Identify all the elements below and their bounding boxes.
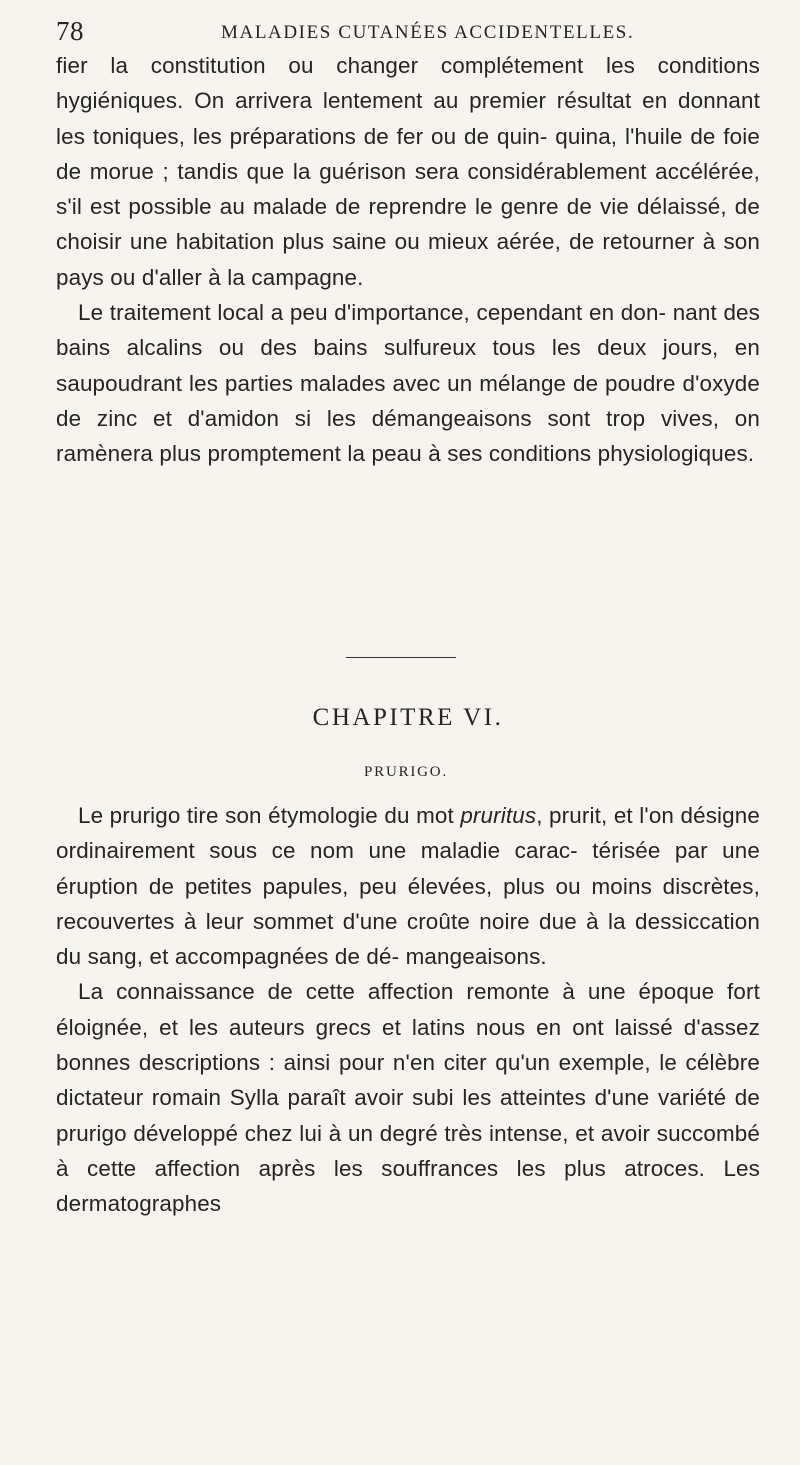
etymology-text-start: Le prurigo tire son étymologie du mot <box>78 803 461 828</box>
etymology-text-end: , prurit, et l'on désigne ordinairement sous ce nom une maladie carac- térisée par une éruption de petites papules, peu élevées, plus ou moins discrètes, recouvertes à leur sommet d'une croûte noire due à la dessiccation du sang, et accompagnées de dé- mangeaisons. <box>56 803 760 970</box>
paragraph-etymology <box>56 798 760 974</box>
running-head-title: MALADIES CUTANÉES ACCIDENTELLES. <box>221 22 635 43</box>
paragraph-local-treatment: Le traitement local a peu d'importance, cependant en don- nant des bains alcalins ou des bains sulfureux tous les deux jours, en saupoudrant les parties malades avec un mélange de poudre d'oxyde de zinc et d'amidon si les démangeaisons sont trop vives, on ramènera plus promptement la peau à ses conditions physiologiques. <box>56 300 760 467</box>
page-number: 78 <box>56 16 84 46</box>
body-text-bottom <box>56 798 760 1222</box>
paragraph-continued: fier la constitution ou changer complétement les conditions hygiéniques. On arrivera lentement au premier résultat en donnant les toniques, les préparations de fer ou de quin- quina, l'huile de foie de morue ; tandis que la guérison sera considérablement accélérée, s'il est possible au malade de reprendre le genre de vie délaissé, de choisir une habitation plus saine ou mieux aérée, de retourner à son pays ou d'aller à la campagne. <box>56 53 760 290</box>
chapter-heading: CHAPITRE VI. <box>312 704 504 731</box>
section-divider <box>346 657 456 658</box>
chapter-subtitle: PRURIGO. <box>364 764 448 780</box>
paragraph-history: La connaissance de cette affection remonte à une époque fort éloignée, et les auteurs grecs et latins nous en ont laissé d'assez bonnes descriptions : ainsi pour n'en citer qu'un exemple, le célèbre dictateur romain Sylla paraît avoir subi les atteintes d'une variété de prurigo développé chez lui à un degré très intense, et avoir succombé à cette affection après les souffrances les plus atroces. Les dermatographes <box>56 979 760 1217</box>
body-text-top <box>56 48 760 472</box>
latin-term: pruritus <box>460 803 537 828</box>
